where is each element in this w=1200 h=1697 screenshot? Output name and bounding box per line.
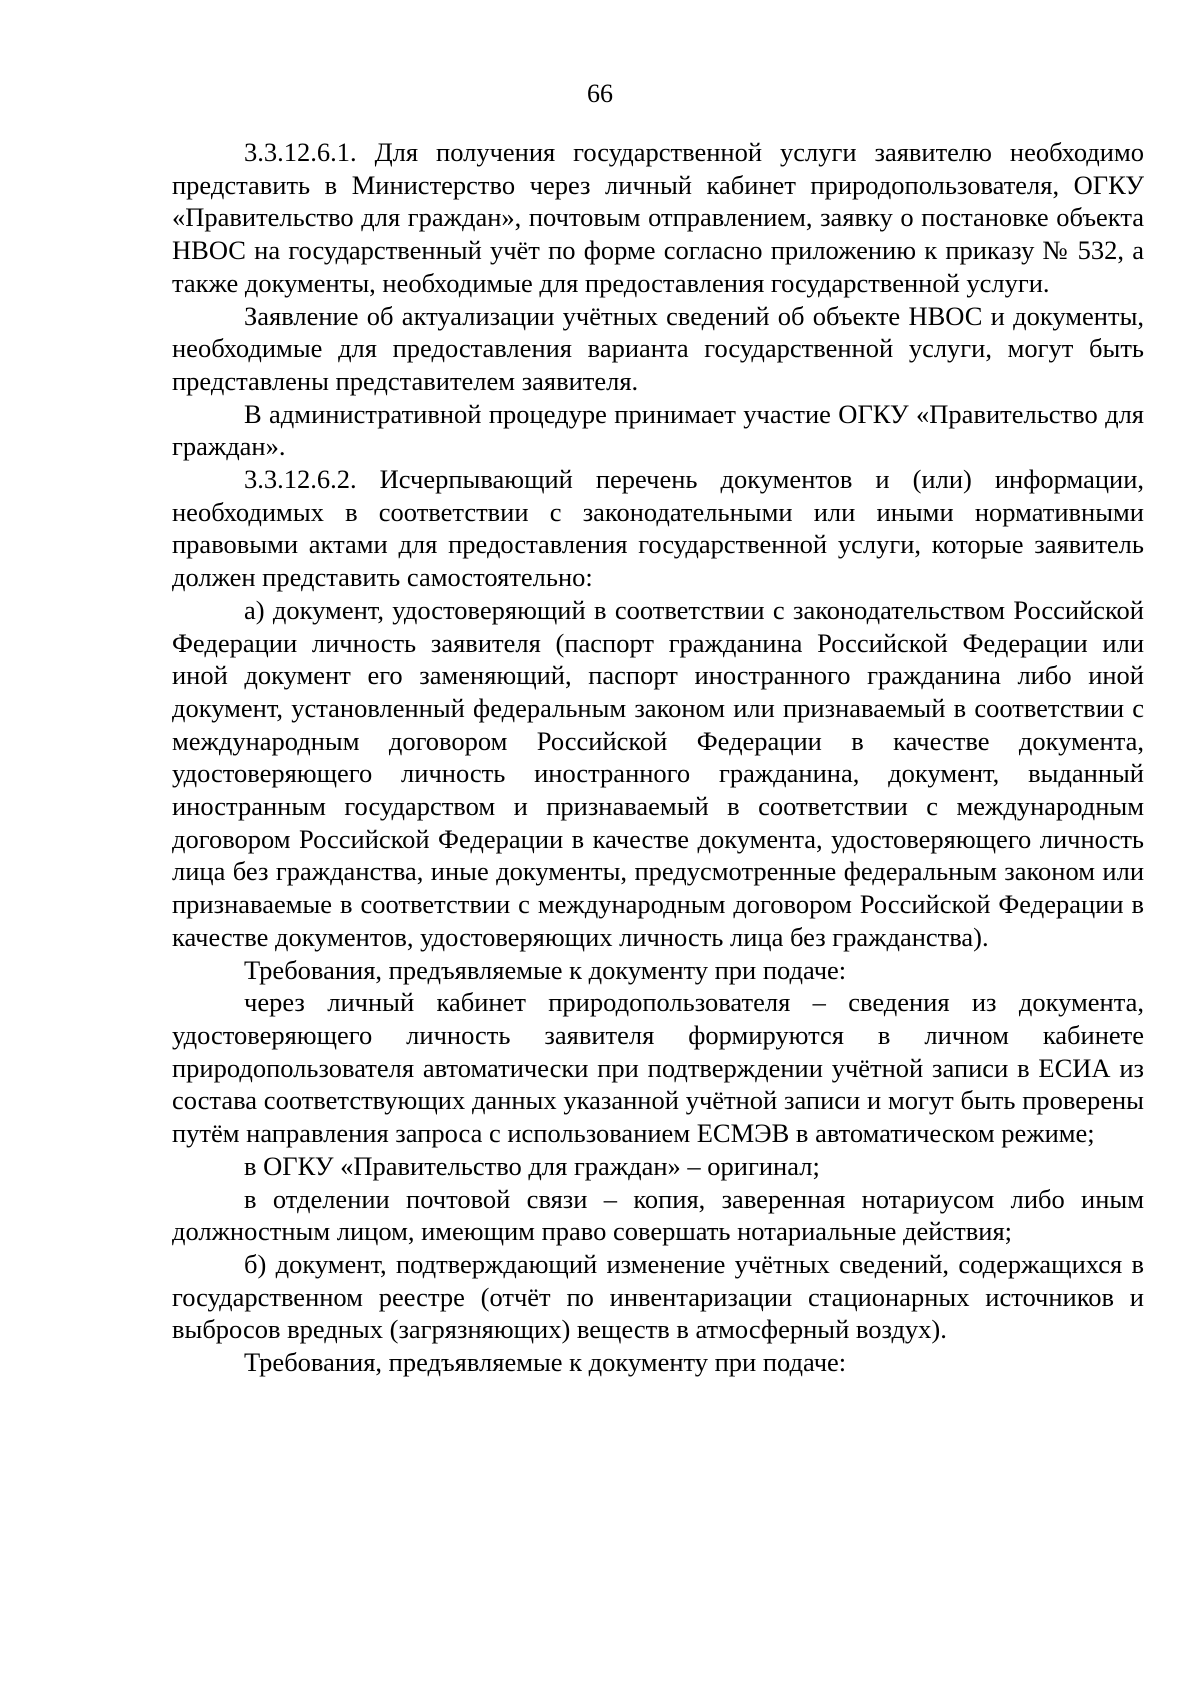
paragraph-participation: В административной процедуре принимает участие ОГКУ «Правительство для граждан». xyxy=(172,398,1144,462)
paragraph-representative: Заявление об актуализации учётных сведений об объекте НВОС и документы, необходимые для предоставления варианта государственной услуги, могут быть представлены представителем заявителя. xyxy=(172,300,1144,396)
paragraph-item-a: а) документ, удостоверяющий в соответствии с законодательством Российской Федерации личность заявителя (паспорт гражданина Российской Федерации или иной документ его заменяющий, паспорт иностранного гражданина либо иной документ, установленный федеральным законом или признаваемый в соответствии с международным договором Российской Федерации в качестве документа, удостоверяющего личность иностранного гражданина, документ, выданный иностранным государством и признаваемый в соответствии с международным договором Российской Федерации в качестве документа, удостоверяющего личность лица без гражданства, иные документы, предусмотренные федеральным законом или признаваемые в соответствии с международным договором Российской Федерации в качестве документов, удостоверяющих личность лица без гражданства). xyxy=(172,594,1144,952)
paragraph-personal-cabinet: через личный кабинет природопользователя – сведения из документа, удостоверяющего личность заявителя формируются в личном кабинете природопользователя автоматически при подтверждении учётной записи в ЕСИА из состава соответствующих данных указанной учётной записи и могут быть проверены путём направления запроса с использованием ЕСМЭВ в автоматическом режиме; xyxy=(172,987,1144,1149)
page-number: 66 xyxy=(587,79,613,108)
paragraph-requirements-1: Требования, предъявляемые к документу при подаче: xyxy=(244,954,847,985)
paragraph-ogku-original: в ОГКУ «Правительство для граждан» – оригинал; xyxy=(244,1150,820,1181)
paragraph-3-3-12-6-2: 3.3.12.6.2. Исчерпывающий перечень документов и (или) информации, необходимых в соответствии с законодательными или иными нормативными правовыми актами для предоставления государственной услуги, которые заявитель должен представить самостоятельно: xyxy=(172,464,1144,593)
paragraph-requirements-2: Требования, предъявляемые к документу при подаче: xyxy=(244,1347,847,1378)
paragraph-item-b: б) документ, подтверждающий изменение учётных сведений, содержащихся в государственном реестре (отчёт по инвентаризации стационарных источников и выбросов вредных (загрязняющих) веществ в атмосферный воздух). xyxy=(172,1248,1144,1345)
paragraph-3-3-12-6-1: 3.3.12.6.1. Для получения государственной услуги заявителю необходимо представить в Министерство через личный кабинет природопользователя, ОГКУ «Правительство для граждан», почтовым отправлением, заявку о постановке объекта НВОС на государственный учёт по форме согласно приложению к приказу № 532, а также документы, необходимые для предоставления государственной услуги. xyxy=(172,137,1144,298)
paragraph-post-office: в отделении почтовой связи – копия, заверенная нотариусом либо иным должностным лицом, имеющим право совершать нотариальные действия; xyxy=(172,1183,1144,1247)
document-body xyxy=(172,136,1144,1379)
